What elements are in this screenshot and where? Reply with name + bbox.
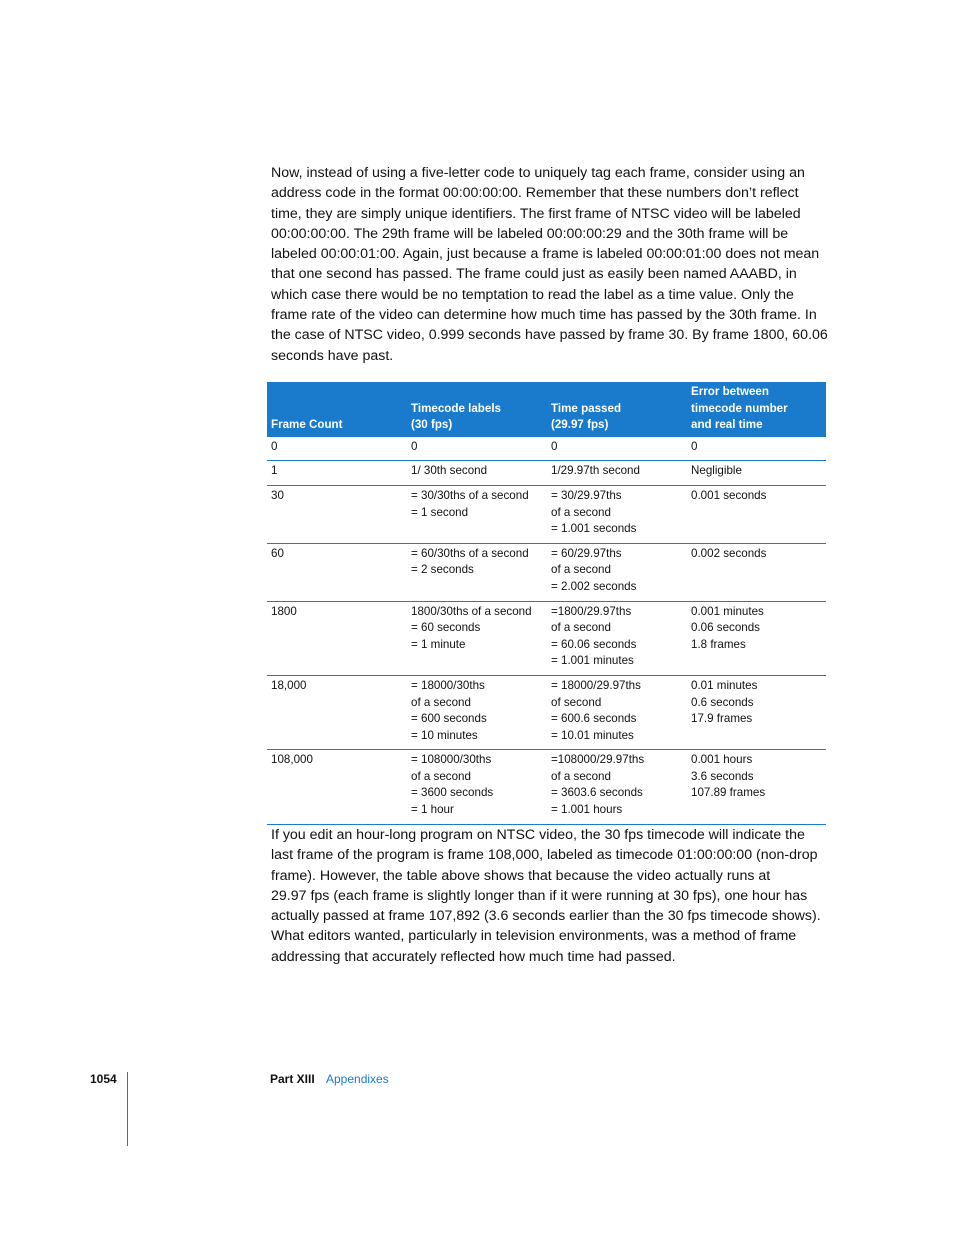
table-header-row [267,382,826,437]
cell-line: 0.06 seconds [691,621,760,635]
cell-line: of a second [551,563,611,577]
cell-line: = 10 minutes [411,728,478,742]
header-line: Time passed [551,401,622,415]
paragraph-line: frame). However, the table above shows that because the video actually runs at [271,867,771,884]
paragraph-line: If you edit an hour-long program on NTSC video, the 30 fps timecode will indicate the [271,827,805,843]
paragraph-line: What editors wanted, particularly in television environments, was a method of frame [271,928,797,945]
cell-time-passed [547,750,687,824]
cell-line: of a second [551,621,611,635]
header-line: Frame Count [271,418,343,432]
header-line: (29.97 fps) [551,418,609,432]
paragraph-line: address code in the format 00:00:00:00. Remember that these numbers don’t reflect [271,185,799,202]
cell-line: 18,000 [271,678,307,692]
cell-time-passed [547,485,687,543]
cell-line: 0.001 minutes [691,604,764,618]
cell-timecode-label [407,461,547,486]
cell-line: = 30/29.97ths [551,488,622,502]
paragraph-line: 29.97 fps (each frame is slightly longer than if it were running at 30 fps), one hour has [271,887,808,904]
table-row [267,675,826,749]
table-row [267,461,826,486]
cell-line: = 600.6 seconds [551,712,637,726]
header-line: timecode number [691,401,788,415]
cell-line: 0 [271,439,278,453]
cell-time-passed [547,461,687,486]
table-header [267,382,826,437]
cell-line: 0.6 seconds [691,695,754,709]
cell-line: = 1.001 seconds [551,522,637,536]
cell-line: = 1.001 hours [551,803,623,817]
cell-line: = 10.01 minutes [551,728,634,742]
cell-error [687,750,826,824]
cell-line: 1800/30ths of a second [411,604,532,618]
cell-line: = 18000/30ths [411,678,485,692]
paragraph-line: last frame of the program is frame 108,000, labeled as timecode 01:00:00:00 (non-drop [271,847,818,864]
cell-timecode-label [407,601,547,675]
timecode-comparison-table [267,382,826,825]
paragraph-line: labeled 00:00:01:00. Again, just because a frame is labeled 00:00:01:00 does not mean [271,246,820,263]
cell-line: 0 [551,439,558,453]
cell-line: = 2.002 seconds [551,579,637,593]
header-time-passed [547,382,687,437]
cell-error [687,543,826,601]
cell-line: = 600 seconds [411,712,487,726]
paragraph-line: the case of NTSC video, 0.999 seconds have passed by frame 30. By frame 1800, 60.06 [271,327,828,344]
cell-line: = 1 second [411,505,469,519]
paragraph-line: 00:00:00:00. The 29th frame will be labeled 00:00:00:29 and the 30th frame will be [271,225,789,242]
header-line: Error between [691,385,769,398]
cell-line: of a second [411,769,471,783]
cell-line: 1/ 30th second [411,464,488,478]
cell-line: =1800/29.97ths [551,604,632,618]
cell-line: = 60/29.97ths [551,546,622,560]
paragraph-line: seconds have past. [271,347,394,364]
cell-line: = 108000/30ths [411,753,492,767]
cell-line: 107.89 frames [691,786,766,800]
cell-line: 0.01 minutes [691,678,758,692]
cell-frame-count [267,485,407,543]
table-row [267,601,826,675]
cell-line: = 3603.6 seconds [551,786,643,800]
header-line: Timecode labels [411,401,501,415]
cell-time-passed [547,543,687,601]
cell-line: of second [551,695,602,709]
paragraph-line: frame rate of the video can determine how much time has passed by the 30th frame. In [271,307,817,324]
cell-line: 0 [691,439,698,453]
cell-line: 30 [271,488,284,502]
cell-line: = 18000/29.97ths [551,678,641,692]
footer-divider [127,1072,128,1146]
table-body [267,437,826,824]
cell-line: = 30/30ths of a second [411,488,529,502]
cell-line: = 2 seconds [411,563,474,577]
table-row [267,543,826,601]
cell-time-passed [547,675,687,749]
cell-error [687,437,826,461]
cell-line: 0.001 seconds [691,488,767,502]
cell-line: = 3600 seconds [411,786,494,800]
cell-frame-count [267,543,407,601]
cell-line: 60 [271,546,284,560]
cell-line: 0 [411,439,418,453]
header-line: and real time [691,418,763,432]
cell-error [687,601,826,675]
cell-frame-count [267,675,407,749]
cell-frame-count [267,461,407,486]
paragraph-line: Now, instead of using a five-letter code to uniquely tag each frame, consider using an [271,165,805,181]
cell-line: 1.8 frames [691,637,746,651]
table-row [267,485,826,543]
cell-line: = 60 seconds [411,621,481,635]
cell-line: 0.001 hours [691,753,753,767]
cell-line: = 1.001 minutes [551,654,634,668]
section-link[interactable]: Appendixes [326,1072,389,1086]
cell-line: = 60/30ths of a second [411,546,529,560]
paragraph-line: that one second has passed. The frame could just as easily been named AAABD, in [271,266,797,283]
cell-line: of a second [411,695,471,709]
cell-line: 108,000 [271,753,313,767]
header-frame-count [267,382,407,437]
cell-error [687,461,826,486]
cell-line: 1800 [271,604,297,618]
cell-timecode-label [407,437,547,461]
cell-frame-count [267,750,407,824]
table-row [267,750,826,824]
cell-time-passed [547,601,687,675]
paragraph-line: which case there would be no temptation to read the label as a time value. Only the [271,286,794,303]
outro-paragraph [271,825,827,967]
cell-line: of a second [551,769,611,783]
cell-line: = 1 minute [411,637,466,651]
header-timecode-labels [407,382,547,437]
header-line: (30 fps) [411,418,453,432]
cell-line: 17.9 frames [691,712,753,726]
intro-paragraph [271,163,827,366]
cell-line: 0.002 seconds [691,546,767,560]
cell-frame-count [267,601,407,675]
cell-line: 1 [271,464,278,478]
cell-line: 1/29.97th second [551,464,640,478]
cell-frame-count [267,437,407,461]
page-number: 1054 [90,1072,117,1086]
cell-line: = 1 hour [411,803,454,817]
header-error [687,382,826,437]
cell-timecode-label [407,543,547,601]
cell-line: 3.6 seconds [691,769,754,783]
cell-timecode-label [407,485,547,543]
cell-timecode-label [407,675,547,749]
paragraph-line: time, they are simply unique identifiers. The first frame of NTSC video will be labeled [271,205,801,222]
table-row [267,437,826,461]
paragraph-line: actually passed at frame 107,892 (3.6 seconds earlier than the 30 fps timecode shows). [271,908,821,925]
cell-time-passed [547,437,687,461]
paragraph-line: addressing that accurately reflected how much time had passed. [271,948,676,965]
part-label: Part XIII [270,1072,315,1086]
cell-line: of a second [551,505,611,519]
cell-timecode-label [407,750,547,824]
cell-line: =108000/29.97ths [551,753,645,767]
cell-error [687,675,826,749]
cell-error [687,485,826,543]
cell-line: Negligible [691,464,742,478]
cell-line: = 60.06 seconds [551,637,637,651]
